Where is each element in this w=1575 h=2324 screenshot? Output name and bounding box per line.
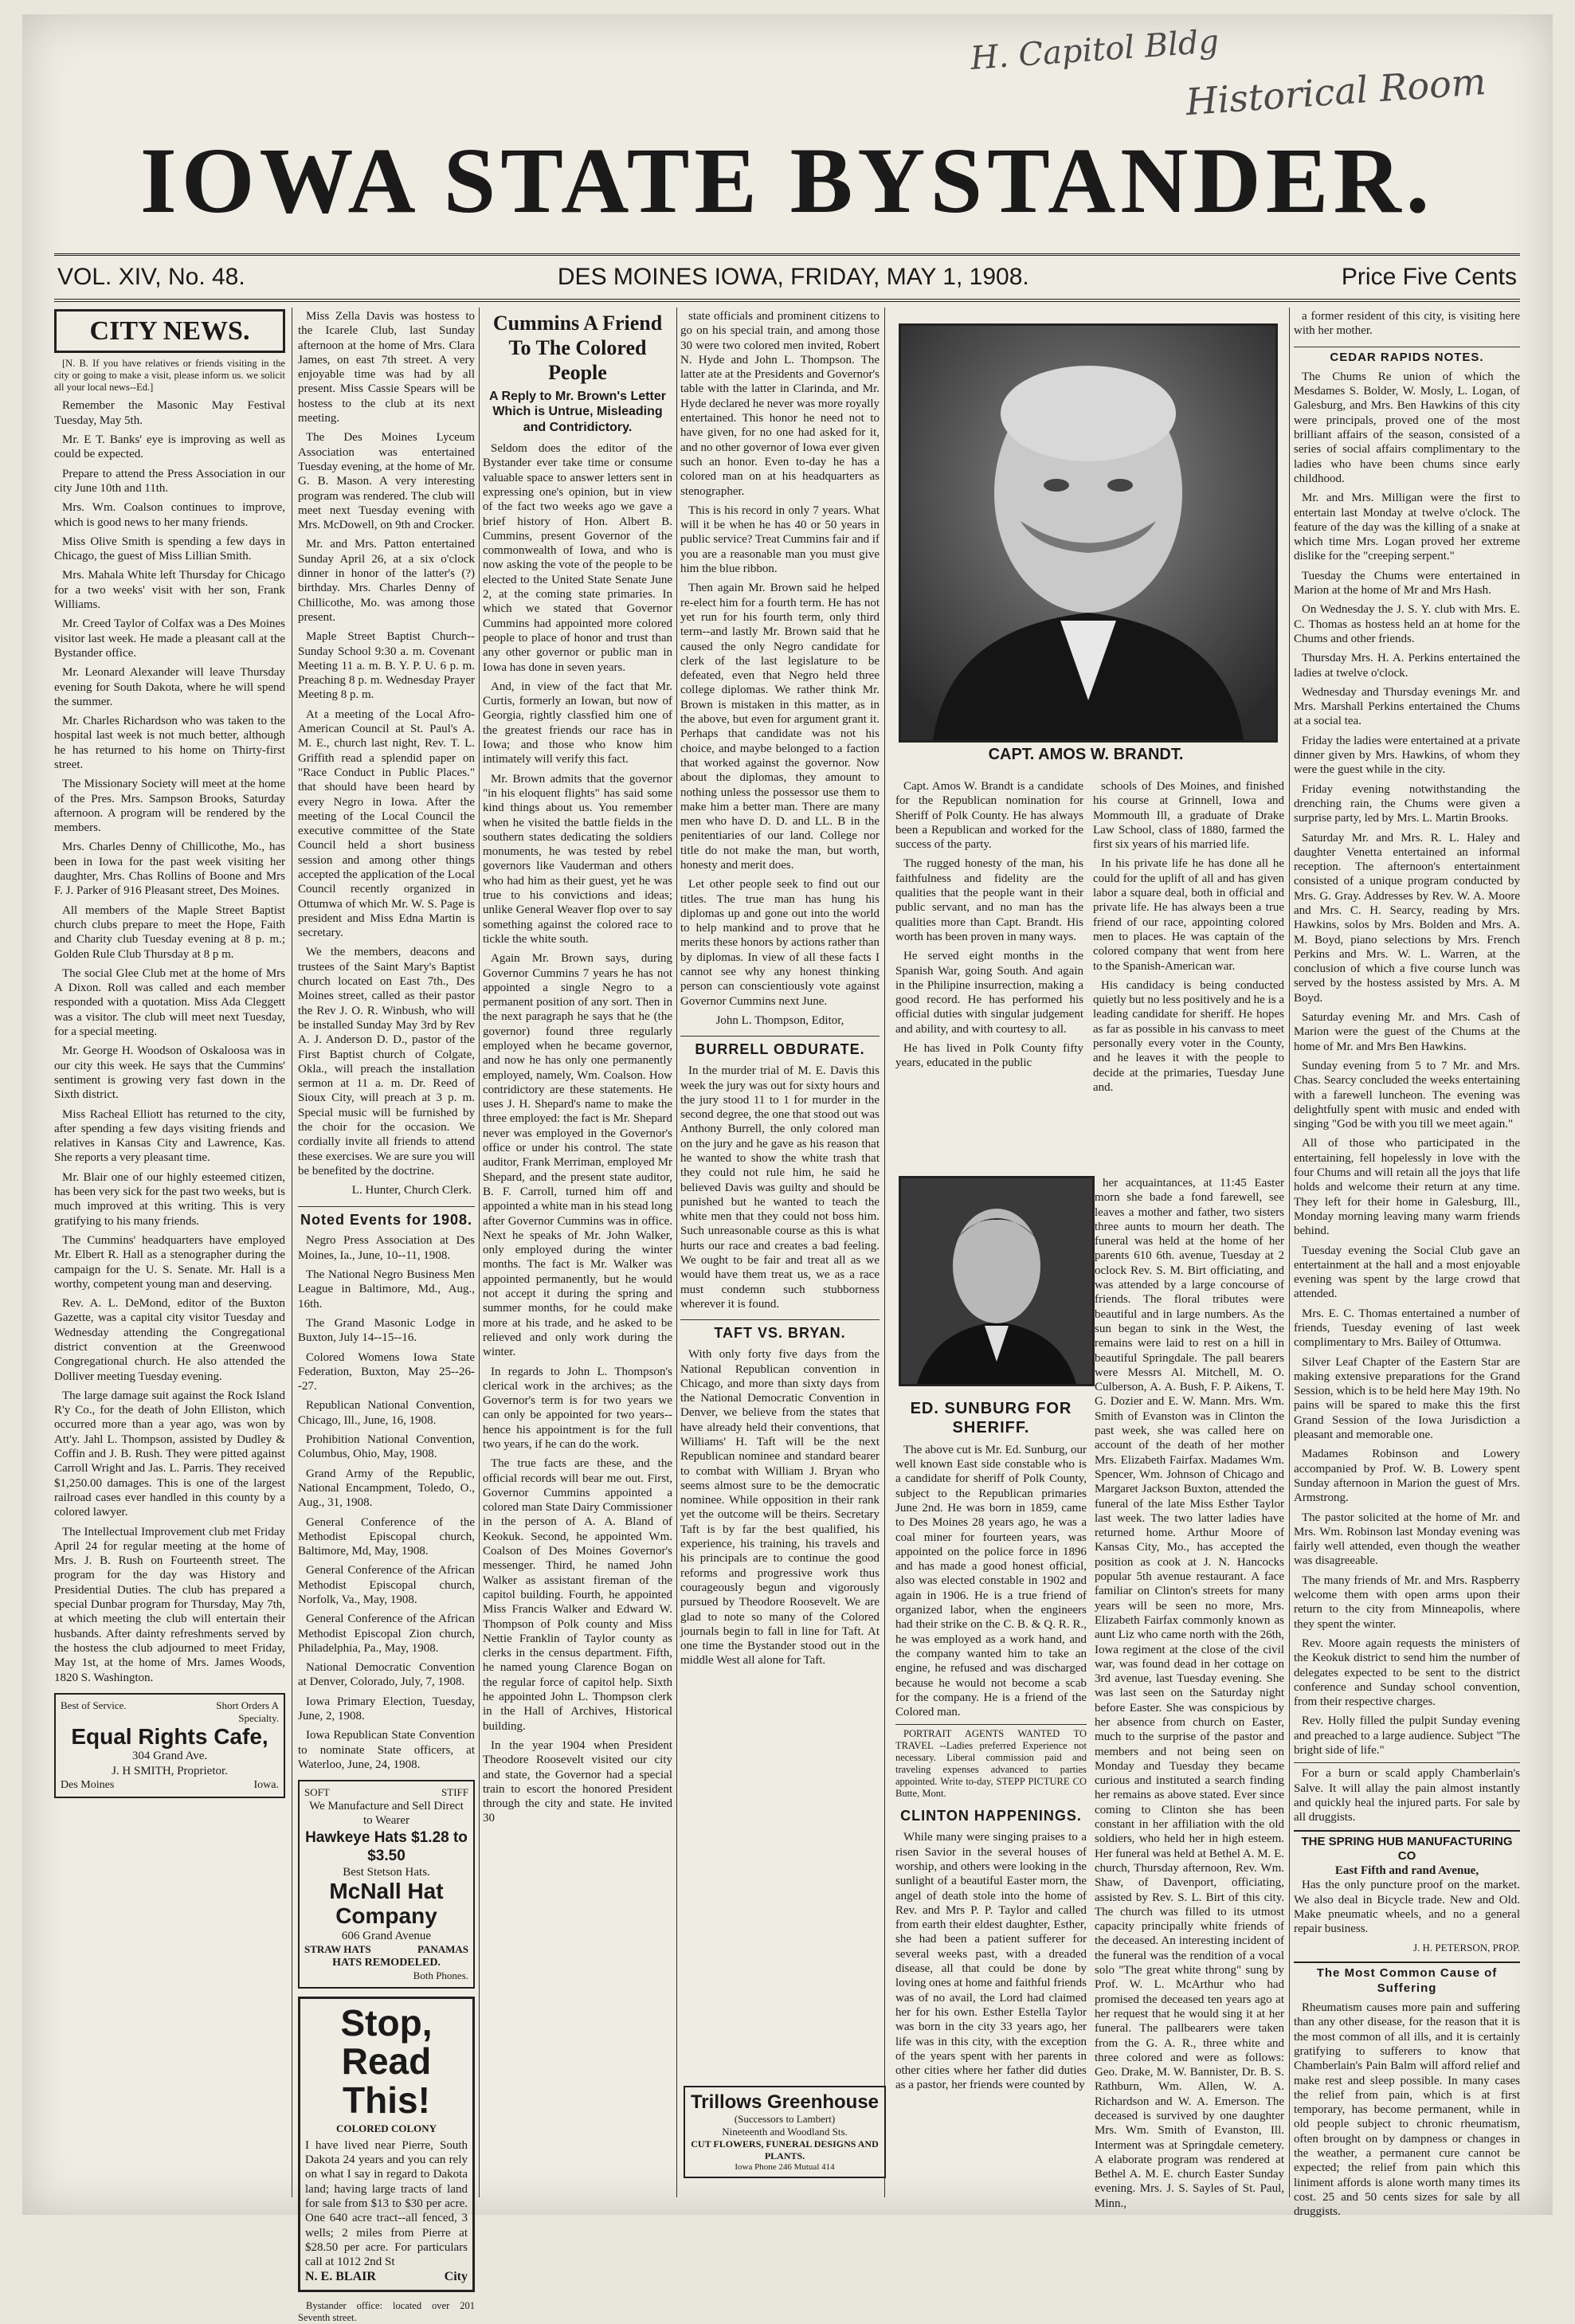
stop-sign: N. E. BLAIR (305, 2270, 376, 2284)
sunburg-article (895, 1391, 1087, 2196)
hat-soft: SOFT (304, 1786, 330, 1799)
cedar-rapids-item: Friday evening notwithstanding the drenching rain, the Chums were given a surprise party, led by Mrs. L. Martin Brooks. (1294, 782, 1520, 825)
cedar-rapids-items (1294, 370, 1520, 1758)
handwritten-note-1: H. Capitol Bldg (969, 23, 1220, 77)
hat-company-name: McNall Hat Company (329, 1879, 444, 1929)
equal-rights-cafe-ad (54, 1693, 285, 1798)
article-paragraph: This is his record in only 7 years. What will it be when he has 40 or 50 years in public service? Treat Cummins fair and if you are a reasonable man you must give him the blue ribbon. (680, 504, 880, 576)
event-item: Grand Army of the Republic, National Encampment, Toledo, O., Aug., 31, 1908. (298, 1467, 475, 1510)
hat-line3: Best Stetson Hats. (343, 1866, 430, 1879)
city-news-item: The large damage suit against the Rock Island R'y Co., for the death of John Elliston, which occurred more than a year ago, was won by Att'y. Jahl L. Thompson, assisted by Dudley & Coffin and J. B. Rush. They were pitted against Carroll Wright and Jas. L. Parris. They received $1,250.00 damages. This is one of the largest railroad cases ever handled in this county by a colored lawyer. (54, 1389, 285, 1519)
cedar-rapids-item: On Wednesday the J. S. Y. club with Mrs. E. C. Thomas as hostess held an at home for the Chums and other friends. (1294, 603, 1520, 645)
editor-signature: John L. Thompson, Editor, (715, 1013, 844, 1027)
cedar-rapids-item: Mrs. E. C. Thomas entertained a number of friends, Tuesday evening of last week complimentary to Mrs. Bailey of Ottumwa. (1294, 1307, 1520, 1350)
stop-read-this-ad (298, 1997, 475, 2292)
volume-number: VOL. XIV, No. 48. (57, 264, 245, 290)
cedar-rapids-item: Friday the ladies were entertained at a private dinner given by Mrs. Hawkins, of whom they were the guest while in the city. (1294, 734, 1520, 777)
clinton-body: While many were singing praises to a risen Savior in the several houses of worship, and others were looking in the sunlight of a beautiful Easter morn, the angel of death stole into the home of Rev. and Mrs P. P. Taylor and called from earth their eldest daughter, Esther, she had been a patient sufferer for several weeks past, with a dreaded disease, all that could be done by loving ones at home and faithful friends was of no avail, the Lord had claimed her for his own. Esther Estella Taylor was born in the city 33 years ago, her life was in this city, with the exception of the years spent with her parents in other cities where her father did duties as a pastor, her friends were counted by (895, 1831, 1087, 2092)
clinton-headline: CLINTON HAPPENINGS. (900, 1808, 1082, 1824)
brandt-caption: CAPT. AMOS W. BRANDT. (988, 746, 1184, 763)
cedar-rapids-item: Rev. Holly filled the pulpit Sunday evening and preached to a large audience. Subject "The bright side of life." (1294, 1715, 1520, 1758)
event-item: The Grand Masonic Lodge in Buxton, July 14--15--16. (298, 1316, 475, 1345)
cedar-rapids-item: Mr. and Mrs. Milligan were the first to entertain last Monday at twelve o'clock. The feature of the day was the killing of a snake at which time Mrs. Logan proved her extreme dislike for the "creeping serpent." (1294, 492, 1520, 563)
taft-headline: TAFT VS. BRYAN. (680, 1319, 880, 1342)
cafe-address: 304 Grand Ave. (131, 1750, 208, 1763)
society-item: Mr. and Mrs. Patton entertained Sunday April 26, at a six o'clock dinner in honor of the latter's (?) birthday. Mrs. Charles Denny of Chillicothe, Mo. was among those present. (298, 538, 475, 624)
greenhouse-line3: CUT FLOWERS, FUNERAL DESIGNS AND PLANTS. (691, 2138, 879, 2162)
stop-city: City (444, 2270, 468, 2284)
col6-top-text: a former resident of this city, is visiting here with her mother. (1294, 310, 1520, 338)
trillows-greenhouse-ad (684, 2086, 886, 2178)
politics-column (680, 309, 880, 2197)
cummins-body (483, 441, 672, 1826)
hat-phones: Both Phones. (413, 1969, 468, 1982)
city-news-item: Mr. Charles Richardson who was taken to the hospital last week is not much better, although he has returned to his home on Thirty-first street. (54, 715, 285, 771)
column-rule (676, 308, 677, 2197)
event-item: General Conference of the Methodist Episcopal church, Baltimore, Md, May, 1908. (298, 1515, 475, 1558)
event-item: Negro Press Association at Des Moines, Ia., June, 10--11, 1908. (298, 1234, 475, 1262)
greenhouse-line2: Nineteenth and Woodland Sts. (722, 2126, 848, 2138)
city-news-item: Miss Olive Smith is spending a few days in Chicago, the guest of Miss Lillian Smith. (54, 535, 285, 563)
mcnall-hat-ad (298, 1780, 475, 1989)
issue-date: DES MOINES IOWA, FRIDAY, MAY 1, 1908. (557, 264, 1029, 290)
city-news-item: Rev. A. L. DeMond, editor of the Buxton Gazette, was a capital city visitor Tuesday and Wednesday attending the Congregational district convention at the Greenwood Congregational church. He also attended the Dolliver meeting Tuesday evening. (54, 1297, 285, 1383)
office-location: Bystander office: located over 201 Seventh street. (298, 2299, 475, 2323)
clinton-continued (1095, 1176, 1284, 2210)
city-news-item: All members of the Maple Street Baptist church clubs prepare to meet the Hope, Faith and Charity club Tuesday evening at 8 p. m.; Golden Rule Club Thursday at 8 p m. (54, 903, 285, 961)
city-news-note: [N. B. If you have relatives or friends visiting in the city or going to make a visit, please inform us. we solicit all your local news--Ed.] (54, 358, 285, 394)
cummins-headline: Cummins A Friend To The Colored People (492, 312, 663, 385)
handwritten-note-2: Historical Room (1184, 59, 1487, 124)
cedar-rapids-item: Tuesday evening the Social Club gave an entertainment at the hall and a most enjoyable evening was spent by the large crowd that attended. (1294, 1244, 1520, 1301)
society-column (298, 309, 475, 2323)
cummins-article (483, 309, 672, 2197)
event-item: General Conference of the African Methodist Episcopal church, Norfolk, Va., May, 1908. (298, 1564, 475, 1606)
cedar-rapids-item: Madames Robinson and Lowery accompanied by Prof. W. B. Lowery spent Sunday afternoon in Marion the guest of Mrs. Armstrong. (1294, 1448, 1520, 1505)
hat-line2: Hawkeye Hats $1.28 to $3.50 (305, 1828, 468, 1864)
society-item: At a meeting of the Local Afro-American Council at St. Paul's A. M. E., church last night, Rev. T. L. Griffith read a splendid paper on "Race Conduct in Public Places." that should have been heard by every Negro in Iowa. After the meeting of the Local Council the executive committee of the State Council held a short business session and among other things accepted the application of the Local Council recently organized in Ottumwa of which Mr. W. S. Page is president and Miss Edna Martin is secretary. (298, 707, 475, 940)
noted-events-heading: Noted Events for 1908. (298, 1206, 475, 1229)
column-rule (479, 308, 480, 2197)
article-paragraph: Again Mr. Brown says, during Governor Cummins 7 years he has not appointed a single Negro to a permanent position of any sort. Then in the next paragraph he says that he (the governor) found three regularly employed when he became governor, and now he has only one permanently employed, namely, Wm. Coalson. How contridictory are these statements. He uses J. H. Shepard's name to make the three employed: the fact is Mr. Shepard never was employed in the Governor's office or under his control. The state auditor, Frank Merriman, employed Mr Shepard, and the present state auditor, B. F. Carroll, turned him off and appointed a white man in his stead long after Governor Cummins was in office. Next he speaks of Mr. John Walker, only employed during the winter months. The fact is Mr. Walker was appointed permanently, but he would not accept it during the spring and summer months, for he could make more at his trade, and he asked to be relieved and only work during the winter. (483, 952, 672, 1359)
event-item: Prohibition National Convention, Columbus, Ohio, May, 1908. (298, 1433, 475, 1461)
spring-hub-line1: East Fifth and rand Avenue, (1334, 1864, 1479, 1878)
article-paragraph: Seldom does the editor of the Bystander ever take time or consume valuable space to answer letters sent in expressing one's opinion, but in view of the fact two weeks ago we gave a brief history of Hon. Albert B. Cummins, present Governor of the commonwealth of Iowa, and who is now asking the vote of the people to be elected to the United State Senate June 2, at the coming state primaries. In which we stated that Governor Cummins had appointed more colored people to place of honor and trust than any other governor or public man in Iowa has done in seven years. (483, 442, 672, 674)
burrell-body: In the murder trial of M. E. Davis this week the jury was out for sixty hours and the jury stood 11 to 1 for murder in the second degree, the one that stood out was Anthony Burrell, the only colored man on the jury and he gave as his reason that he wanted to show the white trash that they could not rule him, he said he believed Davis was guilty and should be punished but he wanted to teach the white men that they could not boss him. Such unreasonable course as this is what hurts our race and creates a bad feeling. We ought to be fair and treat all as we would have them treat us, we as a race must condemn such stubborness wherever it is found. (680, 1064, 880, 1311)
greenhouse-phones: Iowa Phone 246 Mutual 414 (735, 2162, 835, 2173)
society-item: We the members, deacons and trustees of the Saint Mary's Baptist church located on East 7th., Des Moines street, called as their pastor the Rev J. O. R. Winbush, who will be installed Sunday May 3rd by Rev A. J. Anderson D. D., pastor of the First Baptist church of Colgate, Okla., will preach the installation sermon at 11 a. m. Dr. Reed of Sioux City, will preach at 3 p. m. Special music will be furnished by the choir for the occasion. We cordially invite all friends to attend these exercises. We are sure you will be benefited by the doctrine. (298, 946, 475, 1178)
city-news-item: Miss Racheal Elliott has returned to the city, after spending a few days visiting friends and relatives in Kansas City and Lawrence, Kas. She reports a very pleasant time. (54, 1107, 285, 1165)
hat-straw: STRAW HATS (304, 1943, 371, 1956)
city-news-item: Mrs. Charles Denny of Chillicothe, Mo., has been in Iowa for the past week visiting her daughter, Mrs. Chas Rollins of Boone and Mrs F. J. Parker of 916 Pleasant street, Des Moines. (54, 841, 285, 898)
cedar-rapids-item: All of those who participated in the entertaining, fell hopelessly in love with the four Chums and will retain all the joys that life holds and welcome their return at any time. They left for their home in Galesburg, Ill., Monday morning leaving many warm friends behind. (1294, 1137, 1520, 1238)
article-paragraph: In regards to John L. Thompson's clerical work in the archives; as the Governor's term is for two years we can only be appointed for two years--hence his appointment is for the full two years, if he can do the work. (483, 1365, 672, 1451)
city-news-item: The social Glee Club met at the home of Mrs A Dixon. Roll was called and each member responded with a quotation. Miss Ada Cleggett was a visitor. The club will meet next Tuesday, for a special meeting. (54, 966, 285, 1039)
city-news-item: Mr. George H. Woodson of Oskaloosa was in our city this week. He says that the Cummins' sentiment is growing very fast down in the Sixth district. (54, 1044, 285, 1102)
event-item: Iowa Republican State Convention to nominate State officers, at Waterloo, June, 24, 1908. (298, 1729, 475, 1771)
article-paragraph: The true facts are these, and the official records will bear me out. First, Governor Cummins appointed a colored man State Dairy Commissioner in the person of A. A. Bland of Keokuk. Second, he appointed Wm. Coalson of Des Moines Governor's messenger. Third, he named John Walker as assistant fireman of the capitol building. Fourth, he appointed Miss Francis Walker and Edward W. Thompson of Polk county and Miss Nettie Franklin of Taylor county as clerks in the census department. Fifth, he named young Clarence Bogan on the regular force of capitol help. Sixth he appointed John L. Thompson clerk in the Hall of Archives, Historical building. (483, 1457, 672, 1733)
cedar-rapids-item: Sunday evening from 5 to 7 Mr. and Mrs. Chas. Searcy concluded the weeks entertaining with a farewell luncheon. The evening was delightfully spent with music and ended with singing "God be with you till we meet again." (1294, 1059, 1520, 1131)
rheumatism-body: Rheumatism causes more pain and suffering than any other disease, for the reason that it is the most common of all ills, and it is certainly gratifying to sufferers to know that Chamberlain's Pain Balm will afford relief and make rest and sleep possible. In many cases the relief from pain, which is at first temporary, has become permanent, while in old people subject to chronic rheumatism, often brought on by dampness or changes in the weather, a permanent cure cannot be expected; the relief from pain which this liniment affords is alone worth many times its cost. 25 and 50 cents sizes for sale by all druggists. (1294, 2001, 1520, 2219)
noted-events-list (298, 1233, 475, 1772)
event-item: General Conference of the African Methodist Episcopal Zion church, Philadelphia, Pa., May, 1908. (298, 1613, 475, 1655)
clinton-body-continued: her acquaintances, at 11:45 Easter morn she bade a fond farewell, see leaves a mother and father, two sisters three aunts to mourn her death. The funeral was held at the home of her parents 610 6th. avenue, Tuesday at 2 oclock Rev. S. M. Birt officiating, and was attended by a large concourse of friends. The floral tributes were beautiful and in large numbers. As the sun began to sink in the West, the remains were laid to rest on a hill in beautiful Springdale. The pall bearers were Messrs Al. Mitchell, M. O. Culberson, A. A. Bush, F. P. Aikens, T. G. Dozier and E. W. Mann. Mrs. Wm. Smith of Evanston was in Clinton the past week, she was called here on account of the death of her mother Mrs. Elizabeth Fairfax. Madames Wm. Spencer, Wm. Johnson of Chicago and Margaret Jackson Buxton, attended the funeral of the late Miss Esther Taylor last week. The two latter ladies have returned home. Arthur Moore of Kansas City, Mo., has accepted the position as cook at J. N. Hancocks popular 5th avenue restaurant. A face familiar on Clinton's streets for many years will be seen no more, Mrs. Elizabeth Fairfax commonly known as aunt Liz who came north with the 26th, Iowa regiment at the close of the civil war, was found dead in her cottage on 3rd avenue, last Tuesday evening. She was last seen on the Saturday night before Easter. She was conspicious by her absence from church on Easter, much to the surprise of the pastor and members and not being seen on Monday and Tuesday they became curious and instituted a search finding her remains as above stated. Ever since coming to Clinton she has been constant in her affiliation with the old soldiers, who held her in high esteem. Her funeral was held at Bethel A. M. E. church, Thursday afternoon, Rev. Wm. Shaw, of Davenport, officiating, assisted by Rev. S. L. Birt of this city. The church was filled to its utmost capacity principally white friends of the deceased. An interesting incident of the funeral was the rendition of a vocal solo "The great white throng" sung by Prof. W. L. McArthur who had promised the deceased ten years ago at her request that he would sing it at her funeral. The pallbearers were taken from the G. A. R., three white and three colored and were as follows: Geo. Drake, M. W. Bannister, Dr. B. S. Rathburn, Wm. Allen, W. A. Richardson and W. A. Emerson. The deceased is survived by one daughter Mrs. Wm. Smith of Evanston, Ill. Interment was at Springdale cemetery. A elaborate program was rendered at Bethel A. M. E. church Easter Sunday evening. Mrs. J. S. Sayles of St. Paul, Minn., (1095, 1177, 1284, 2210)
portrait-agents-ad: PORTRAIT AGENTS WANTED TO TRAVEL --Ladies preferred Experience not necessary. Liberal commission paid and traveling expenses advanced to parties appointed. Write to-day, STEPP PICTURE CO Butte, Mont. (895, 1724, 1087, 1800)
event-item: National Democratic Convention at Denver, Colorado, July, 7, 1908. (298, 1661, 475, 1689)
cafe-orders: Short Orders A Specialty. (216, 1699, 279, 1724)
city-news-item: Mr. Creed Taylor of Colfax was a Des Moines visitor last week. He made a pleasant call at the Bystander office. (54, 617, 285, 660)
chamberlain-salve-ad: For a burn or scald apply Chamberlain's Salve. It will allay the pain almost instantly and quickly heal the injured parts. For sale by all druggists. (1294, 1762, 1520, 1824)
article-paragraph: And, in view of the fact that Mr. Curtis, formerly an Iowan, but now of Georgia, rightly classfied him one of the greatest friends our race has in Iowa; and those who know him intimately will verify this fact. (483, 680, 672, 766)
spring-hub-line2: Has the only puncture proof on the market. We also deal in Bicycle trade. New and Old. Make pneumatic wheels, and no a general repair business. (1294, 1879, 1520, 1936)
cedar-rapids-item: Rev. Moore again requests the ministers of the Keokuk district to send him the number of delegates expected to be sent to the district conference and Sunday school convention, from their respective charges. (1294, 1636, 1520, 1709)
sunburg-headline: ED. SUNBURG FOR SHERIFF. (910, 1400, 1072, 1437)
dateline-bar (54, 253, 1520, 302)
greenhouse-line1: (Successors to Lambert) (734, 2113, 836, 2126)
rheumatism-headline: The Most Common Cause of Suffering (1294, 1961, 1520, 1996)
hat-remodeled: HATS REMODELED. (332, 1957, 441, 1969)
cedar-rapids-item: Tuesday the Chums were entertained in Marion at the home of Mr and Mrs Hash. (1294, 569, 1520, 598)
spring-hub-name: THE SPRING HUB MANUFACTURING CO (1301, 1834, 1513, 1863)
article-paragraph: His candidacy is being conducted quietly but no less positively and he is a leading candidate for sheriff. He hopes as far as possible in his canvass to meet personally every voter in the County, and he leaves it with the people to decide at the primaries, Tuesday June and. (1093, 978, 1284, 1094)
cedar-rapids-item: The many friends of Mr. and Mrs. Raspberry welcome them with open arms upon their return to the city from Minneapolis, where they spent the winter. (1294, 1574, 1520, 1631)
column-rule (1289, 308, 1290, 2197)
cummins-continued (680, 309, 880, 1009)
spring-hub-sign: J. H. PETERSON, PROP. (1412, 1941, 1520, 1954)
article-paragraph: Mr. Brown admits that the governor "in his eloquent flights" has said some kind things about us. You remember when he visited the battle fields in the southern states dedicating the soldiers monuments, he was tested by rebel governors like Vauderman and others who had him as their guest, yet he was true to his convictions and ideas; unlike General Weaver flop over to say something against the colored race to tickle the white south. (483, 772, 672, 946)
city-news-item: Remember the Masonic May Festival Tuesday, May 5th. (54, 399, 285, 427)
event-item: Iowa Primary Election, Tuesday, June, 2, 1908. (298, 1695, 475, 1723)
hat-stiff: STIFF (441, 1786, 468, 1799)
sunburg-body: The above cut is Mr. Ed. Sunburg, our well known East side constable who is a candidate for sheriff of Polk County, subject to the Republican primaries June 2nd. He was born in 1859, came to Des Moines 28 years ago, he was a coal miner for fourteen years, was appointed on the police force in 1896 and has made a good honest official, also was elected constable in 1902 and again in 1906. He is a true friend of organized labor, when the engineers had their strike on the C. B. & Q. R. R., he was employed as a work hand, and the company wanted him to take an engine, he refused and was discharged because he would not become a scab for the company. He is a friend of the Colored man. (895, 1443, 1087, 1719)
column-rule (884, 308, 885, 2197)
event-item: Colored Womens Iowa State Federation, Buxton, May 25--26--27. (298, 1350, 475, 1393)
city-news-item: The Cummins' headquarters have employed Mr. Elbert R. Hall as a stenographer during the campaign for the U. S. Senate. Mr. Hall is a worthy, competent young man and deserving. (54, 1233, 285, 1291)
brandt-portrait-photo (899, 323, 1278, 743)
cafe-state: Iowa. (253, 1778, 279, 1791)
masthead-title: IOWA STATE BYSTANDER. (139, 128, 1435, 233)
society-items (298, 309, 475, 1178)
cedar-rapids-item: Silver Leaf Chapter of the Eastern Star are making extensive preparations for the Grand Session, which is to be held here May 19th. No pains will be spared to make this the first Grand Session of the Iowa Jurisdiction a pleasant and memorable one. (1294, 1355, 1520, 1442)
hat-panamas: PANAMAS (417, 1943, 468, 1956)
cedar-rapids-item: Thursday Mrs. H. A. Perkins entertained the ladies at twelve o'clock. (1294, 652, 1520, 680)
city-news-item: Prepare to attend the Press Association in our city June 10th and 11th. (54, 467, 285, 495)
cafe-proprietor: J. H SMITH, Proprietor. (112, 1764, 228, 1777)
city-news-item: Mrs. Mahala White left Thursday for Chicago for a two weeks' visit with her son, Frank Williams. (54, 569, 285, 612)
article-paragraph: schools of Des Moines, and finished his course at Grinnell, Iowa and Mommouth Ill, a graduate of Drake Law School, class of 1880, farmed the first six years of his married life. (1093, 780, 1284, 852)
cedar-rapids-item: Wednesday and Thursday evenings Mr. and Mrs. Marshall Perkins entertained the Chums at a social tea. (1294, 685, 1520, 728)
cedar-rapids-column (1294, 309, 1520, 2219)
stop-body: I have lived near Pierre, South Dakota 24 years and you can rely on what I say in regard to Dakota land; having large tracts of land for sale from $13 to $30 per acre. One 640 acre tract--all fenced, 3 wells; 2 miles from Pierre at $28.50 per acre. For particulars call at 1012 2nd St (305, 2138, 468, 2269)
article-paragraph: He has lived in Polk County fifty years, educated in the public (895, 1042, 1083, 1070)
city-news-item: Mrs. Wm. Coalson continues to improve, which is good news to her many friends. (54, 501, 285, 529)
cedar-rapids-item: Saturday Mr. and Mrs. R. L. Haley and daughter Venetta entertained an informal reception. The afternoon's entertainment consisted of a unique program conducted by Mrs. G. Gray. Addresses by Rev. W. A. Moore and Mrs. C. H. Searcy, reading by Mrs. Hawkins, solos by Mrs. Bolden and Mrs. A. M. Boyd, piano selections by Mrs. French Perkins and Mrs. W. L. Warren, at the conclusion of which a five course lunch was served by the hostess assisted by Mrs. A. M Boyd. (1294, 831, 1520, 1005)
article-paragraph: Capt. Amos W. Brandt is a candidate for the Republican nomination for Sheriff of Polk County. He has always been a Republican and worked for the success of the party. (895, 780, 1083, 852)
society-item: Miss Zella Davis was hostess to the Icarele Club, last Sunday afternoon at the home of Mrs. Clara James, on east 7th street. A very enjoyable time was had by all present. Miss Cassie Spears will be hostess to the club at its next meeting. (298, 310, 475, 425)
taft-body: With only forty five days from the National Republican convention in Chicago, and more than sixty days from the National Democratic Convention in Denver, we believe from the states that have already held their conventions, that Williams' H. Taft will be the next Republican nominee and standard bearer to combat with William J. Bryan who seems almost sure to be the democratic nominee. While opposition in their rank yet the outcome will be theirs. Secretary Taft is by far the best qualified, his experience, his training, his travels and his principals are to continue the good reforms and progressive work thus courageously begun and vigorously pursued by Theodore Roosevelt. We are glad to note so many of the Colored journals begin to fall in line for Taft. At one time the Bystander stood out in the middle West all alone for Taft. (680, 1348, 880, 1668)
city-news-column (54, 309, 285, 2197)
event-item: The National Negro Business Men League in Baltimore, Md., Aug., 16th. (298, 1268, 475, 1311)
cedar-rapids-headline: CEDAR RAPIDS NOTES. (1294, 347, 1520, 365)
greenhouse-name: Trillows Greenhouse (690, 2091, 880, 2113)
burrell-headline: BURRELL OBDURATE. (680, 1036, 880, 1059)
city-news-items (54, 398, 285, 1684)
event-item: Republican National Convention, Chicago, Ill., June, 16, 1908. (298, 1399, 475, 1427)
society-item: The Des Moines Lyceum Association was entertained Tuesday evening, at the home of Mr. G. B. Mason. A very interesting program was rendered. The club will meet next Tuesday evening with Mrs. McDowell, on 9th and Crocker. (298, 431, 475, 532)
article-paragraph: In the year 1904 when President Theodore Roosevelt visited our city and state, the Governor had a special train to escort the honored President through the city and state. He invited 30 (483, 1738, 672, 1825)
city-news-item: The Missionary Society will meet at the home of the Pres. Mrs. Sampson Brooks, Saturday afternoon. A program will be rendered by the members. (54, 778, 285, 835)
newspaper-page (22, 14, 1553, 2323)
article-paragraph: Then again Mr. Brown said he helped re-elect him for a fourth term. He has not yet run for his fourth term, only third term--and lastly Mr. Brown said that he caused the only Negro candidate for clerk of the last legislature to be defeated, even that Negro held three college diplomas. We rather think Mr. Brown is mistaken in this matter, as in the above, but even for argument grant it. Perhaps that candidate was not his choice, and maybe belonged to a faction that worked against the governor. Now about the diplomas, they amount to nothing unless the possessor use them to make him a better man. There are many men who have D. D. and LL. B in the penitentiaries of our land. College nor title do not make the man, but worth, honesty and merit does. (680, 582, 880, 872)
sunburg-portrait-photo (899, 1176, 1095, 1386)
spring-hub-ad (1294, 1830, 1520, 1954)
stop-heading: Stop, (340, 2002, 433, 2044)
portrait-image (901, 326, 1275, 740)
article-paragraph: Let other people seek to find out our titles. The true man has hung his diplomas up and gone out into the world to help mankind and to prove that he merits these honors by actions rather than by diplomas. In view of all these facts I cannot see why any honest thinking person can conscientiously vote against Governor Cummins next June. (680, 878, 880, 1008)
read-this-heading: Read This! (341, 2040, 432, 2121)
colored-colony: COLORED COLONY (335, 2122, 437, 2134)
brandt-article-left (895, 779, 1083, 1154)
cummins-subheadline: A Reply to Mr. Brown's Letter Which is Untrue, Misleading and Contridictory. (489, 389, 666, 434)
society-item: Maple Street Baptist Church-- Sunday School 9:30 a. m. Covenant Meeting 11 a. m. B. Y. P. U. 6 p. m. Preaching 8 p. m. Wednesday Prayer Meeting 8 p. m. (298, 630, 475, 702)
article-paragraph: state officials and prominent citizens to go on his special train, and among those 30 were two colored men invited, Robert N. Hyde and John L. Thompson. The latter ate at the Presidents and Governor's table with the latter in Clarinda, and Mr. Hyde declared he never was more royally entertained. This honor he need not to have given, for no one had asked for it, and no other governor of Iowa ever given such an honor. Even to-day he has a colored man on at his headquarters as stenographer. (680, 310, 880, 498)
brandt-article-right (1093, 779, 1284, 1154)
cafe-name: Equal Rights Cafe, (71, 1723, 268, 1749)
article-paragraph: The rugged honesty of the man, his faithfulness and fidelity are the qualities that the people want in their public servant, and no man has the qualities more than Capt. Brandt. His worth has been proven in many ways. (895, 857, 1083, 943)
cedar-rapids-item: Saturday evening Mr. and Mrs. Cash of Marion were the guest of the Chums at the home of Mr. and Mrs Ben Hawkins. (1294, 1011, 1520, 1053)
price: Price Five Cents (1341, 264, 1517, 290)
city-news-item: The Intellectual Improvement club met Friday April 24 for regular meeting at the home of Mrs. J. B. Rush on Fourteenth street. The program for the day was History and Presidential Duties. The club has prepared a special Dunbar program for Thursday, May 7th, at which meeting the club will entertain their husbands. After dainty refreshments served by the hostess the club adjourned to meet Friday, May 1st, at the home of Mrs. James Woods, 1820 S. Washington. (54, 1525, 285, 1684)
hat-line1: We Manufacture and Sell Direct to Wearer (309, 1800, 464, 1828)
cafe-service: Best of Service. (61, 1699, 127, 1711)
city-news-item: Mr. E T. Banks' eye is improving as well as could be expected. (54, 433, 285, 461)
article-paragraph: He served eight months in the Spanish War, going South. And again in the Philipine insurrection, making a good record. He has performed his official duties with singular judgement and ability, and with courtesy to all. (895, 950, 1083, 1036)
cafe-city: Des Moines (61, 1778, 115, 1791)
hat-address: 606 Grand Avenue (341, 1929, 432, 1942)
cedar-rapids-item: The Chums Re union of which the Mesdames S. Bolder, W. Mosly, L. Logan, of Galesburg, and Mrs. Ben Hawkins of this city were principals, proved one of the most brilliant affairs of the season, consisted of a series of social affairs complimentary to the ladies who have been chums since early childhood. (1294, 370, 1520, 485)
city-news-heading: CITY NEWS. (54, 309, 285, 353)
cedar-rapids-item: The pastor solicited at the home of Mr. and Mrs. Wm. Robinson last Monday evening was fairly well attended, even though the weather was disagreeable. (1294, 1511, 1520, 1568)
article-paragraph: In his private life he has done all he could for the uplift of all and has given labor a square deal, both in official and private life. He has always been a true friend of our race, appointing colored men to places. He was captain of the colored company that went from here to the Spanish-American war. (1093, 857, 1284, 973)
city-news-item: Mr. Leonard Alexander will leave Thursday evening for South Dakota, where he will spend the summer. (54, 666, 285, 708)
city-news-item: Mr. Blair one of our highly esteemed citizen, has been very sick for the past two weeks, but is much improved at this writing. This is very gratifying to his many friends. (54, 1170, 285, 1228)
church-clerk-signature: L. Hunter, Church Clerk. (351, 1184, 472, 1197)
portrait-image (901, 1178, 1092, 1384)
